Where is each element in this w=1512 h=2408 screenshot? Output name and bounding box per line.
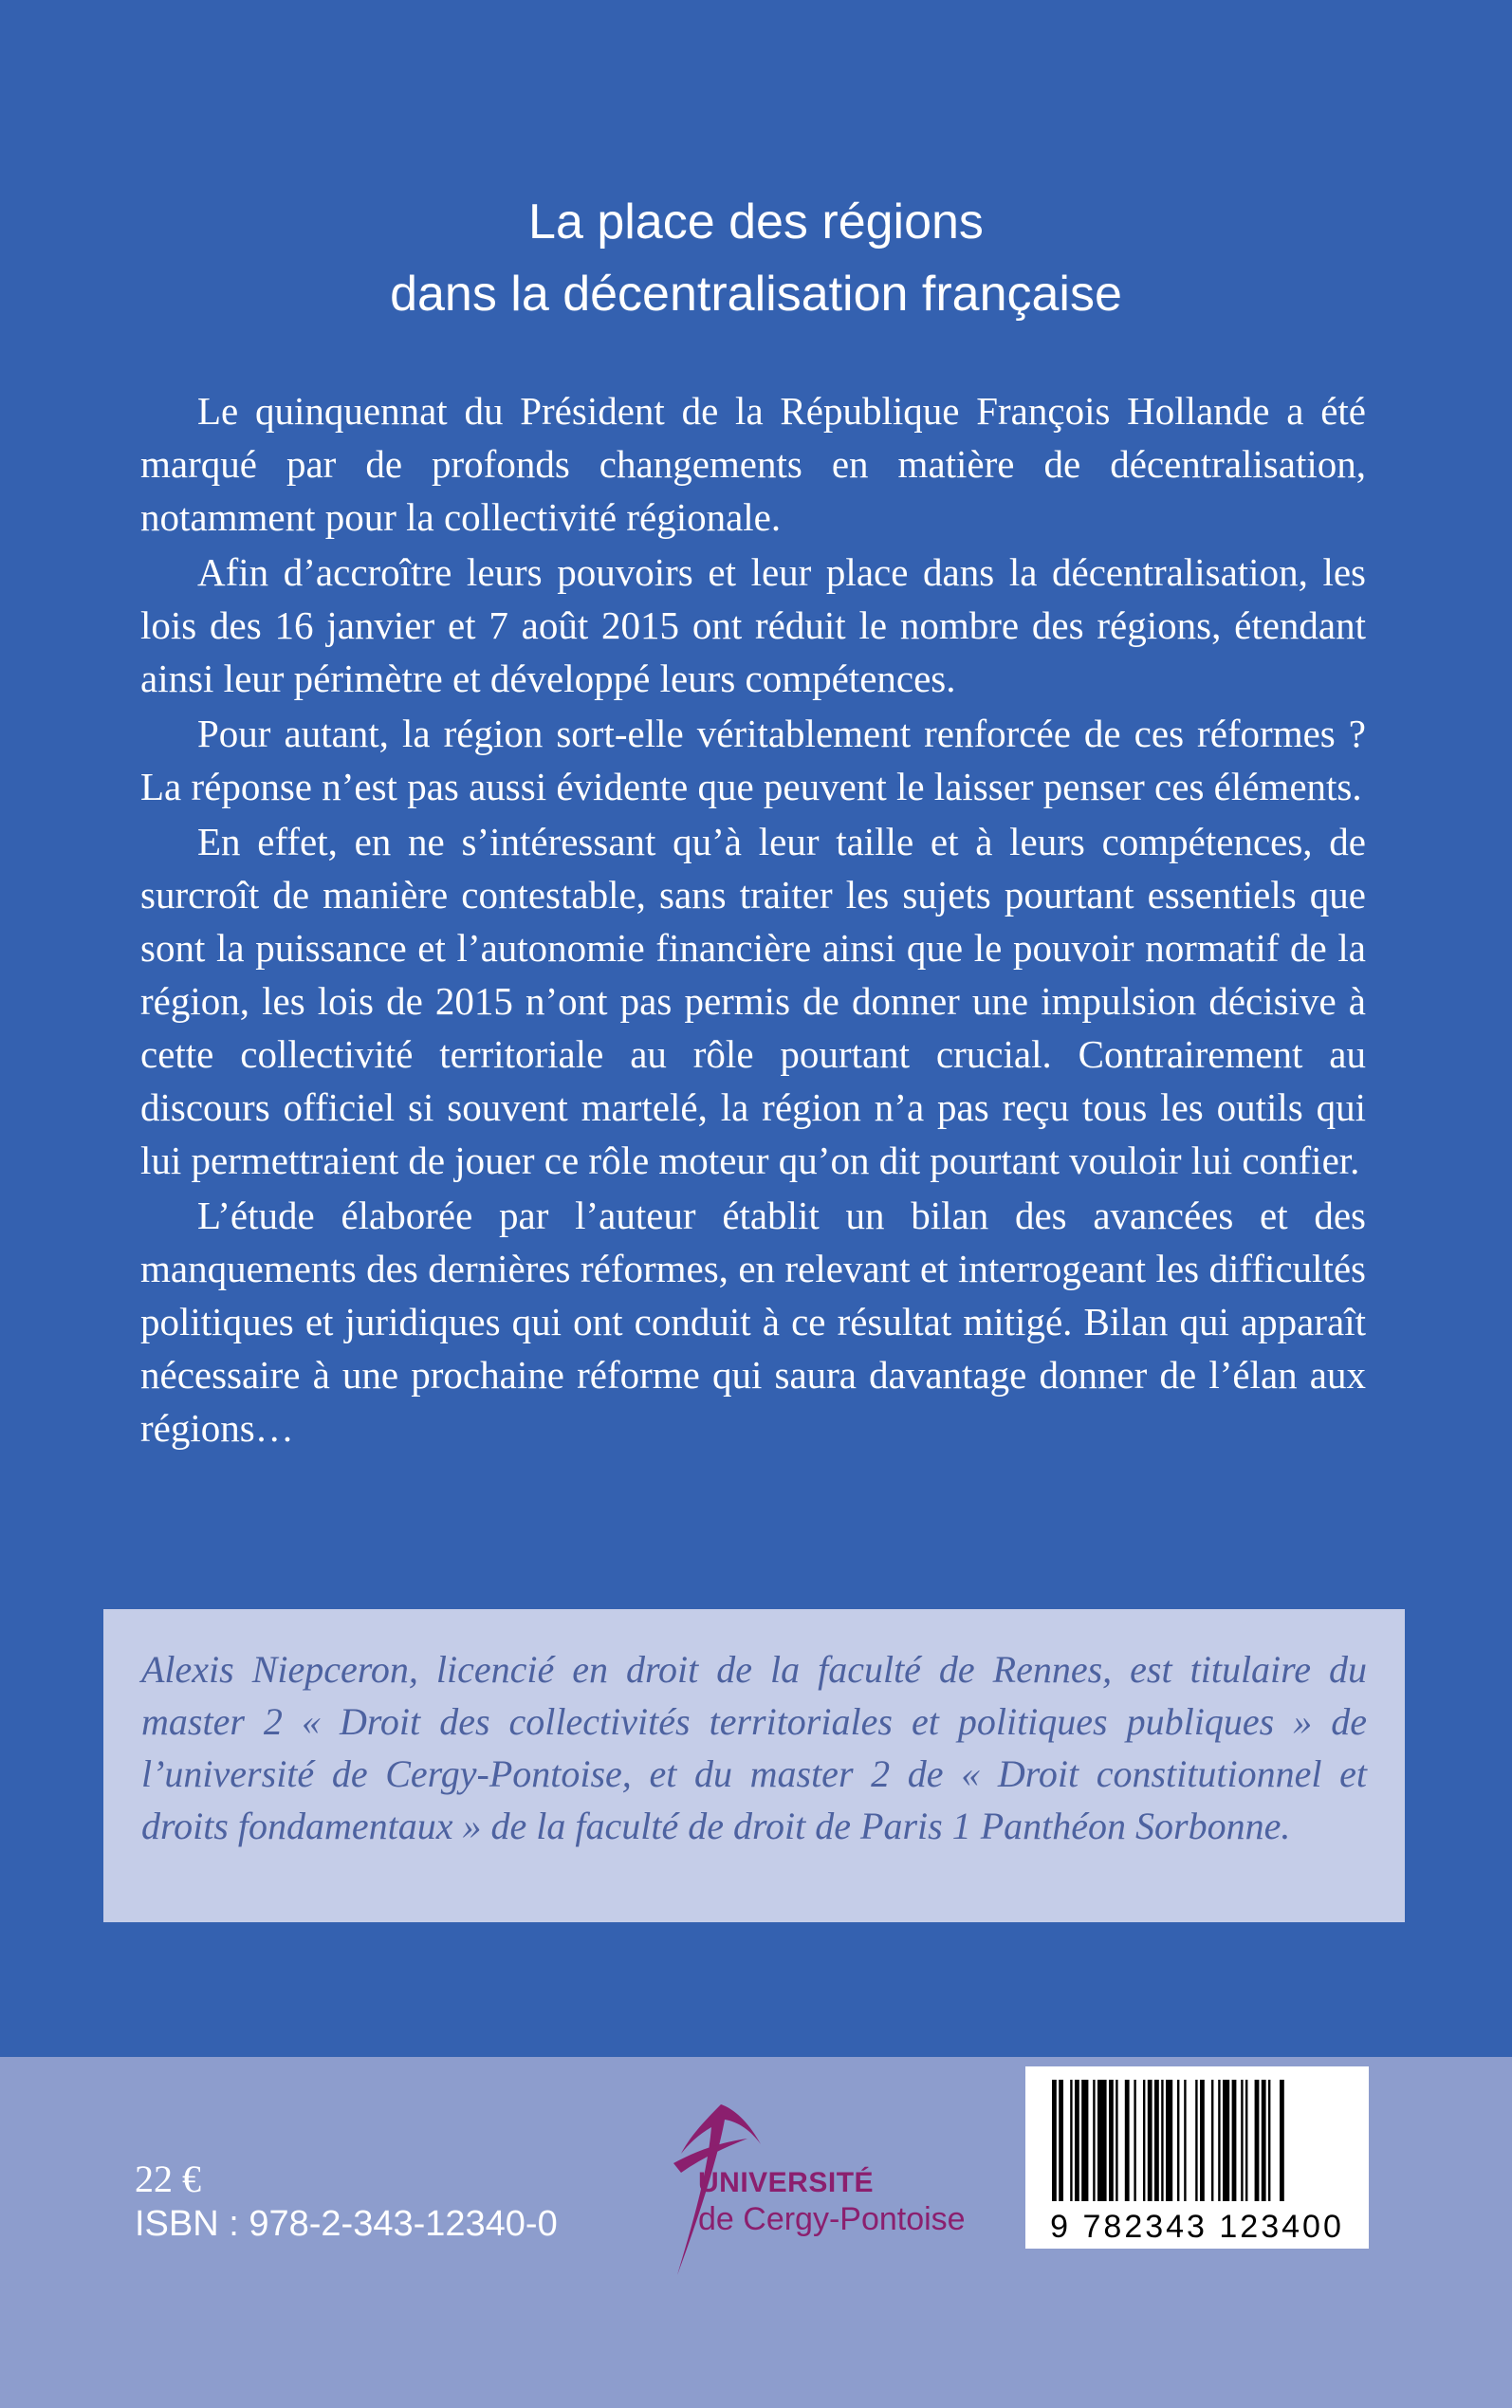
barcode: [1025, 2066, 1369, 2249]
logo-line-2: de Cergy-Pontoise: [698, 2201, 966, 2237]
blurb: [140, 384, 1366, 1454]
barcode-bar: [1211, 2080, 1213, 2201]
barcode-bar: [1052, 2080, 1057, 2201]
blurb-paragraph-4: En effet, en ne s’intéressant qu’à leur taille et à leurs compétences, de surcroît de manière contestable, sans traiter les sujets pourtant essentiels que sont la puissance et l’autonomie financière ainsi que le pouvoir normatif de la région, les lois de 2015 n’ont pas permis de donner une impulsion décisive à cette collectivité territoriale au rôle pourtant crucial. Contrairement au discours officiel si souvent martelé, la région n’a pas reçu tous les outils qui lui permettraient de jouer ce rôle moteur qu’on dit pourtant vouloir lui confier.: [140, 820, 1366, 1182]
barcode-bar: [1148, 2080, 1152, 2201]
author-bio-box: [103, 1609, 1405, 1922]
barcode-bar: [1161, 2080, 1163, 2201]
barcode-bar: [1195, 2080, 1197, 2201]
barcode-bar: [1059, 2080, 1063, 2201]
barcode-bar: [1143, 2080, 1145, 2201]
barcode-bar: [1177, 2080, 1179, 2201]
barcode-bar: [1109, 2080, 1114, 2201]
barcode-bar: [1097, 2080, 1107, 2201]
barcode-bar: [1262, 2080, 1266, 2201]
author-bio: Alexis Niepceron, licencié en droit de la faculté de Rennes, est titulaire du master 2 « Droit des collectivités territoriales et politiques publiques » de l’université de Cergy-Pontoise, et du master 2 de « Droit constitutionnel et droits fondamentaux » de la faculté de droit de Paris 1 Panthéon Sorbonne.: [141, 1648, 1367, 1847]
title-line-2: dans la décentralisation française: [390, 267, 1122, 322]
barcode-bar: [1134, 2080, 1135, 2201]
title-line-1: La place des régions: [528, 194, 984, 250]
price: 22 €: [135, 2158, 201, 2200]
barcode-bar: [1070, 2080, 1072, 2201]
barcode-bar: [1232, 2080, 1237, 2201]
barcode-bar: [1255, 2080, 1260, 2201]
barcode-bar: [1241, 2080, 1243, 2201]
barcode-bar: [1166, 2080, 1172, 2201]
blurb-paragraph-5: L’étude élaborée par l’auteur établit un bilan des avancées et des manquements des dernières réformes, en relevant et interrogeant les difficultés politiques et juridiques qui ont conduit à ce résultat mitigé. Bilan qui apparaît nécessaire à une prochaine réforme qui saura davantage donner de l’élan aux régions…: [140, 1194, 1366, 1450]
isbn: ISBN : 978-2-343-12340-0: [135, 2204, 558, 2244]
barcode-bar: [1268, 2080, 1270, 2201]
logo-line-1: UNIVERSITÉ: [698, 2167, 875, 2198]
barcode-bar: [1093, 2080, 1095, 2201]
barcode-bar: [1280, 2080, 1284, 2201]
blurb-paragraph-1: Le quinquennat du Président de la République François Hollande a été marqué par de profonds changements en matière de décentralisation, notamment pour la collectivité régionale.: [140, 389, 1366, 539]
barcode-bar: [1223, 2080, 1229, 2201]
barcode-bar: [1245, 2080, 1247, 2201]
barcode-bar: [1200, 2080, 1205, 2201]
blurb-paragraph-2: Afin d’accroître leurs pouvoirs et leur place dans la décentralisation, les lois des 16 janvier et 7 août 2015 ont réduit le nombre des régions, étendant ainsi leur périmètre et développé leurs compétences.: [140, 550, 1366, 700]
barcode-bars: [1025, 2066, 1369, 2209]
barcode-bar: [1116, 2080, 1117, 2201]
barcode-bar: [1075, 2080, 1079, 2201]
barcode-bar: [1081, 2080, 1088, 2201]
book-title: [0, 186, 1512, 330]
barcode-bar: [1154, 2080, 1159, 2201]
barcode-bar: [1218, 2080, 1220, 2201]
barcode-bar: [1184, 2080, 1186, 2201]
barcode-bar: [1125, 2080, 1130, 2201]
barcode-number: 9 782343 123400: [1050, 2209, 1344, 2245]
university-logo: [607, 2085, 1005, 2332]
blurb-paragraph-3: Pour autant, la région sort-elle véritablement renforcée de ces réformes ? La réponse n’est pas aussi évidente que peuvent le laisser penser ces éléments.: [140, 712, 1366, 808]
